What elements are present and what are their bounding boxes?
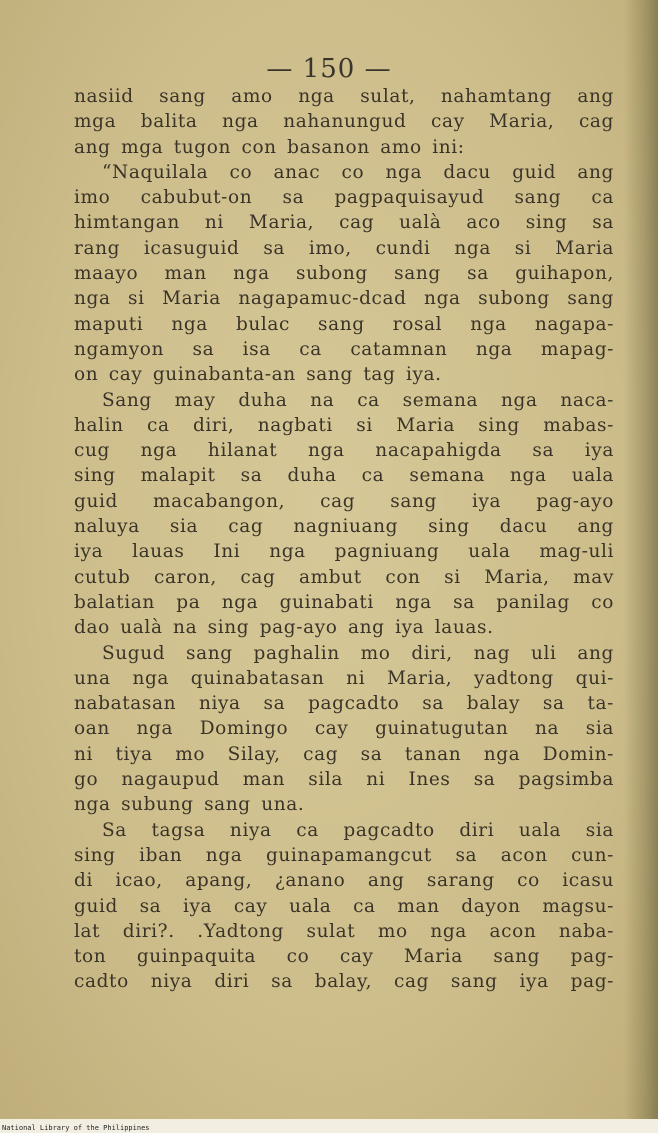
text-line: imo cabubut-on sa pagpaquisayud sang ca <box>74 187 614 209</box>
text-line: on cay guinabanta-an sang tag iya. <box>74 364 442 386</box>
text-line: Sang may duha na ca semana nga naca- <box>102 389 614 411</box>
text-line: sing malapit sa duha ca semana nga uala <box>74 465 614 487</box>
page-number: — 150 — <box>266 54 392 84</box>
text-line: guid sa iya cay uala ca man dayon magsu- <box>74 895 614 917</box>
text-line: cug nga hilanat nga nacapahigda sa iya <box>74 440 614 462</box>
text-line: sing iban nga guinapamangcut sa acon cun- <box>74 844 614 866</box>
text-line: go nagaupud man sila ni Ines sa pagsimba <box>74 769 614 791</box>
text-line: halin ca diri, nagbati si Maria sing mabas- <box>74 414 614 436</box>
text-line: nga si Maria nagapamuc-dcad nga subong sang <box>74 288 614 310</box>
text-line: ni tiya mo Silay, cag sa tanan nga Domin- <box>74 743 614 765</box>
text-line: himtangan ni Maria, cag ualà aco sing sa <box>74 212 614 234</box>
text-line: cutub caron, cag ambut con si Maria, mav <box>74 566 614 588</box>
text-line: rang icasuguid sa imo, cundi nga si Maria <box>74 237 614 259</box>
text-line: di icao, apang, ¿anano ang sarang co icasu <box>74 870 614 892</box>
page-spine-shadow <box>624 0 658 1133</box>
text-line: ton guinpaquita co cay Maria sang pag- <box>74 946 614 968</box>
text-line: maputi nga bulac sang rosal nga nagapa- <box>74 313 614 335</box>
text-line: ang mga tugon con basanon amo ini: <box>74 136 465 158</box>
text-line: guid macabangon, cag sang iya pag-ayo <box>74 490 614 512</box>
text-line: Sa tagsa niya ca pagcadto diri uala sia <box>102 819 614 841</box>
text-line: cadto niya diri sa balay, cag sang iya pag- <box>74 971 614 993</box>
text-line: lat diri?. .Yadtong sulat mo nga acon naba- <box>74 920 614 942</box>
text-line: naluya sia cag nagniuang sing dacu ang <box>74 516 614 538</box>
text-line: maayo man nga subong sang sa guihapon, <box>74 263 614 285</box>
text-line: nasiid sang amo nga sulat, nahamtang ang <box>74 86 614 107</box>
text-line: mga balita nga nahanungud cay Maria, cag <box>74 111 614 133</box>
library-credit: National Library of the Philippines <box>2 1124 150 1132</box>
text-line: balatian pa nga guinabati nga sa panilag co <box>74 591 614 613</box>
text-line: oan nga Domingo cay guinatugutan na sia <box>74 718 614 740</box>
text-line: nabatasan niya sa pagcadto sa balay sa ta- <box>74 693 614 715</box>
text-line: “Naquilala co anac co nga dacu guid ang <box>102 161 614 183</box>
page-text <box>74 84 614 995</box>
text-line: ngamyon sa isa ca catamnan nga mapag- <box>74 338 614 360</box>
text-line: iya lauas Ini nga pagniuang uala mag-uli <box>74 541 614 563</box>
text-line: nga subung sang una. <box>74 794 305 816</box>
text-line: dao ualà na sing pag-ayo ang iya lauas. <box>74 617 494 639</box>
text-line: Sugud sang paghalin mo diri, nag uli ang <box>102 642 614 664</box>
text-line: una nga quinabatasan ni Maria, yadtong qui- <box>74 667 614 689</box>
